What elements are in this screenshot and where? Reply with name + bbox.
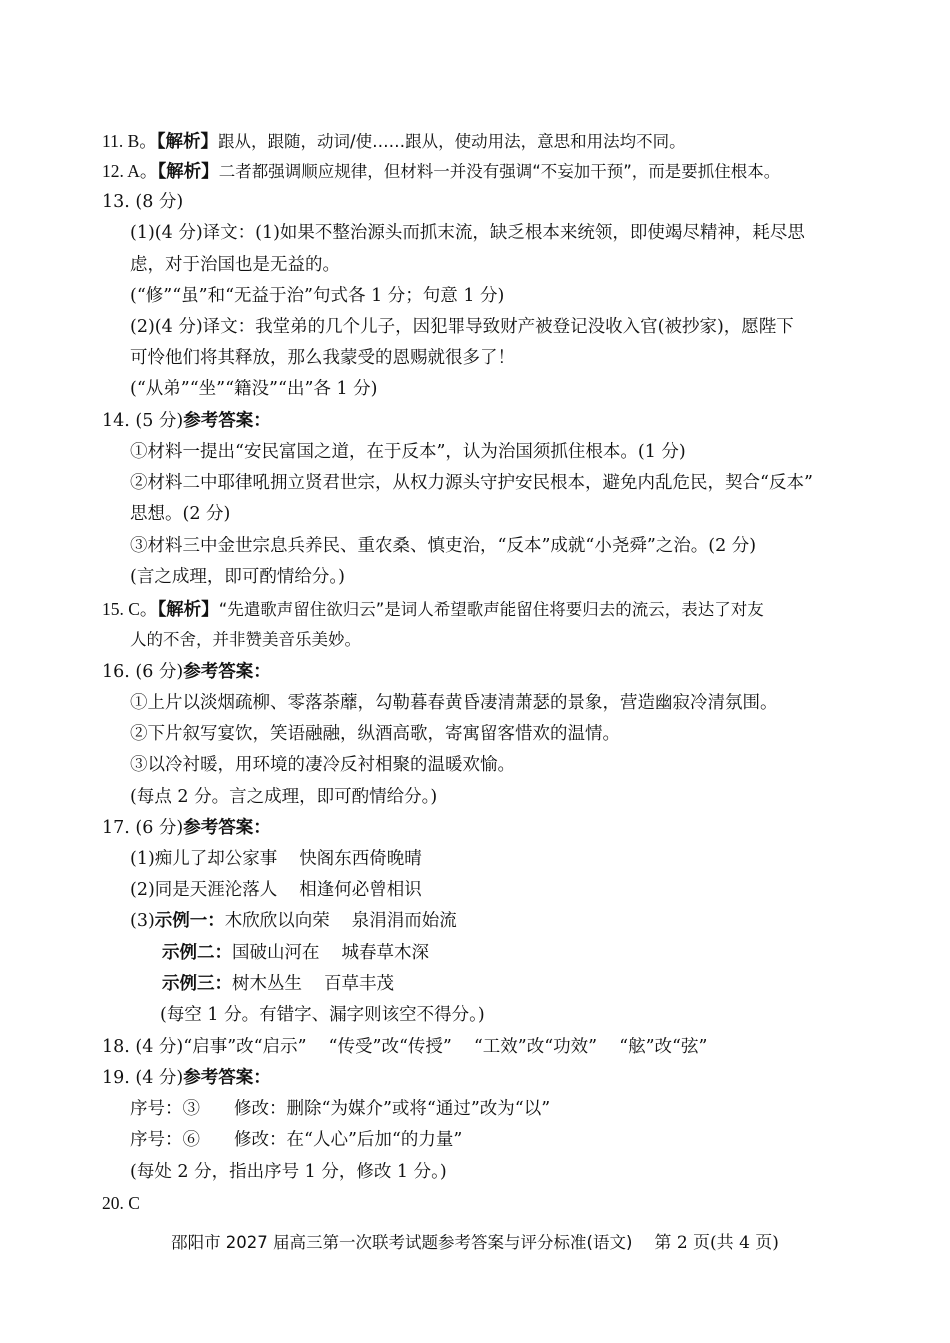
answer-19-row [130,1129,462,1151]
answer-19-row [130,1098,550,1120]
reference-label: 参考答案： [183,818,271,838]
answer-14-point: ②材料二中耶律吼拥立贤君世宗，从权力源头守护安民根本，避免内乱危民，契合“反本” [130,473,813,493]
answer-13-line: (1)(4 分)译文：(1)如果不整治源头而抓末流，缺乏根本来统领，即使竭尽精神，耗尽思 [130,223,805,243]
correction: “启事”改“启示” [183,1037,307,1057]
answer-13-scoring: (“修”“虽”和“无益于治”句式各 1 分；句意 1 分) [130,286,505,306]
answer-15 [102,598,764,621]
answer-20: 20. C [102,1193,140,1213]
example-label: 示例三： [162,974,232,994]
answer-16-header [102,661,271,683]
verse-part: 国破山河在 [232,943,320,963]
answer-15-cont: 人的不舍，并非赞美音乐美妙。 [130,630,361,649]
verse-part: 相逢何必曾相识 [299,880,422,900]
answer-13-line: 可怜他们将其释放，那么我蒙受的恩赐就很多了！ [130,348,515,368]
item-number: 14. (5 分) [102,411,184,431]
reference-label: 参考答案： [183,1068,271,1088]
correction: “舷”改“弦” [619,1037,708,1057]
answer-17-3 [130,910,457,932]
answer-14-point: ①材料一提出“安民富国之道，在于反本”，认为治国须抓住根本。(1 分) [130,442,686,462]
item-number: 15. C。 [102,599,158,619]
answer-17-note: (每空 1 分。有错字、漏字则该空不得分。) [160,1005,485,1025]
item-number: 11. B。 [102,131,157,151]
answer-14-header [102,410,271,432]
page-number: 第 2 页(共 4 页) [654,1233,779,1253]
answer-14-point: ③材料三中金世宗息兵养民、重农桑、慎吏治，“反本”成就“小尧舜”之治。(2 分) [130,536,757,556]
answer-13-scoring: (“从弟”“坐”“籍没”“出”各 1 分) [130,379,378,399]
example-label: 示例一： [154,911,225,931]
analysis-text: 跟从，跟随，动词/使……跟从，使动用法，意思和用法均不同。 [218,132,686,151]
footer-title: 邵阳市 2027 届高三第一次联考试题参考答案与评分标准(语文) [171,1233,633,1252]
answer-17-example-2 [162,942,429,964]
answer-13-line: (2)(4 分)译文：我堂弟的几个儿子，因犯罪导致财产被登记没收入官(被抄家)，愿陛下 [130,317,794,337]
answer-17-header [102,817,271,839]
fix-text: 修改：删除“为媒介”或将“通过”改为“以” [234,1099,551,1119]
verse-part: 同是天涯沦落人 [154,880,278,900]
sub-number: (3) [130,911,155,931]
verse-part: 百草丰茂 [324,974,394,994]
answer-18 [102,1036,707,1058]
analysis-text: 二者都强调顺应规律，但材料一并没有强调“不妄加干预”，而是要抓住根本。 [218,162,781,181]
answer-17-example-3 [162,973,394,995]
sentence-number: 序号：③ [130,1099,200,1119]
verse-part: 痴儿了却公家事 [154,849,278,869]
answer-11 [102,130,686,153]
verse-part: 树木丛生 [232,974,302,994]
correction: “工效”改“功效” [473,1037,598,1057]
page-footer [0,1232,950,1254]
answer-19-note: (每处 2 分，指出序号 1 分，修改 1 分。) [130,1162,447,1182]
reference-label: 参考答案： [183,411,271,431]
item-number: 12. A。 [102,161,158,181]
analysis-tag: 【解析】 [157,162,219,182]
item-number: 18. (4 分) [102,1037,184,1057]
answer-16-point: ①上片以淡烟疏柳、零落荼蘼，勾勒暮春黄昏凄清萧瑟的景象，营造幽寂冷清氛围。 [130,693,778,713]
item-number: 16. (6 分) [102,662,184,682]
analysis-tag: 【解析】 [156,132,219,152]
verse-part: 泉涓涓而始流 [351,911,457,931]
correction: “传受”改“传授” [328,1037,452,1057]
sub-number: (2) [130,880,155,900]
item-number: 17. (6 分) [102,818,184,838]
answer-13-line: 虑，对于治国也是无益的。 [130,255,340,275]
answer-17-1 [130,848,422,870]
sub-number: (1) [130,849,155,869]
verse-part: 城春草木深 [341,943,429,963]
answer-14-note: (言之成理，即可酌情给分。) [130,567,345,587]
answer-17-2 [130,879,422,901]
item-number: 19. (4 分) [102,1068,184,1088]
example-label: 示例二： [162,943,232,963]
answer-13-header: 13. (8 分) [102,192,184,212]
answer-12 [102,160,780,183]
answer-16-point: ②下片叙写宴饮，笑语融融，纵酒高歌，寄寓留客惜欢的温情。 [130,724,620,744]
answer-16-point: ③以冷衬暖，用环境的凄冷反衬相聚的温暖欢愉。 [130,755,515,775]
analysis-text: “先遣歌声留住欲归云”是词人希望歌声能留住将要归去的流云，表达了对友 [218,600,764,619]
answer-14-point: 思想。(2 分) [130,504,231,524]
answer-19-header [102,1067,271,1089]
fix-text: 修改：在“人心”后加“的力量” [234,1130,463,1150]
sentence-number: 序号：⑥ [130,1130,200,1150]
reference-label: 参考答案： [183,662,271,682]
answer-16-note: (每点 2 分。言之成理，即可酌情给分。) [130,787,438,807]
verse-part: 木欣欣以向荣 [224,911,330,931]
verse-part: 快阁东西倚晚晴 [299,849,422,869]
analysis-tag: 【解析】 [157,600,219,620]
